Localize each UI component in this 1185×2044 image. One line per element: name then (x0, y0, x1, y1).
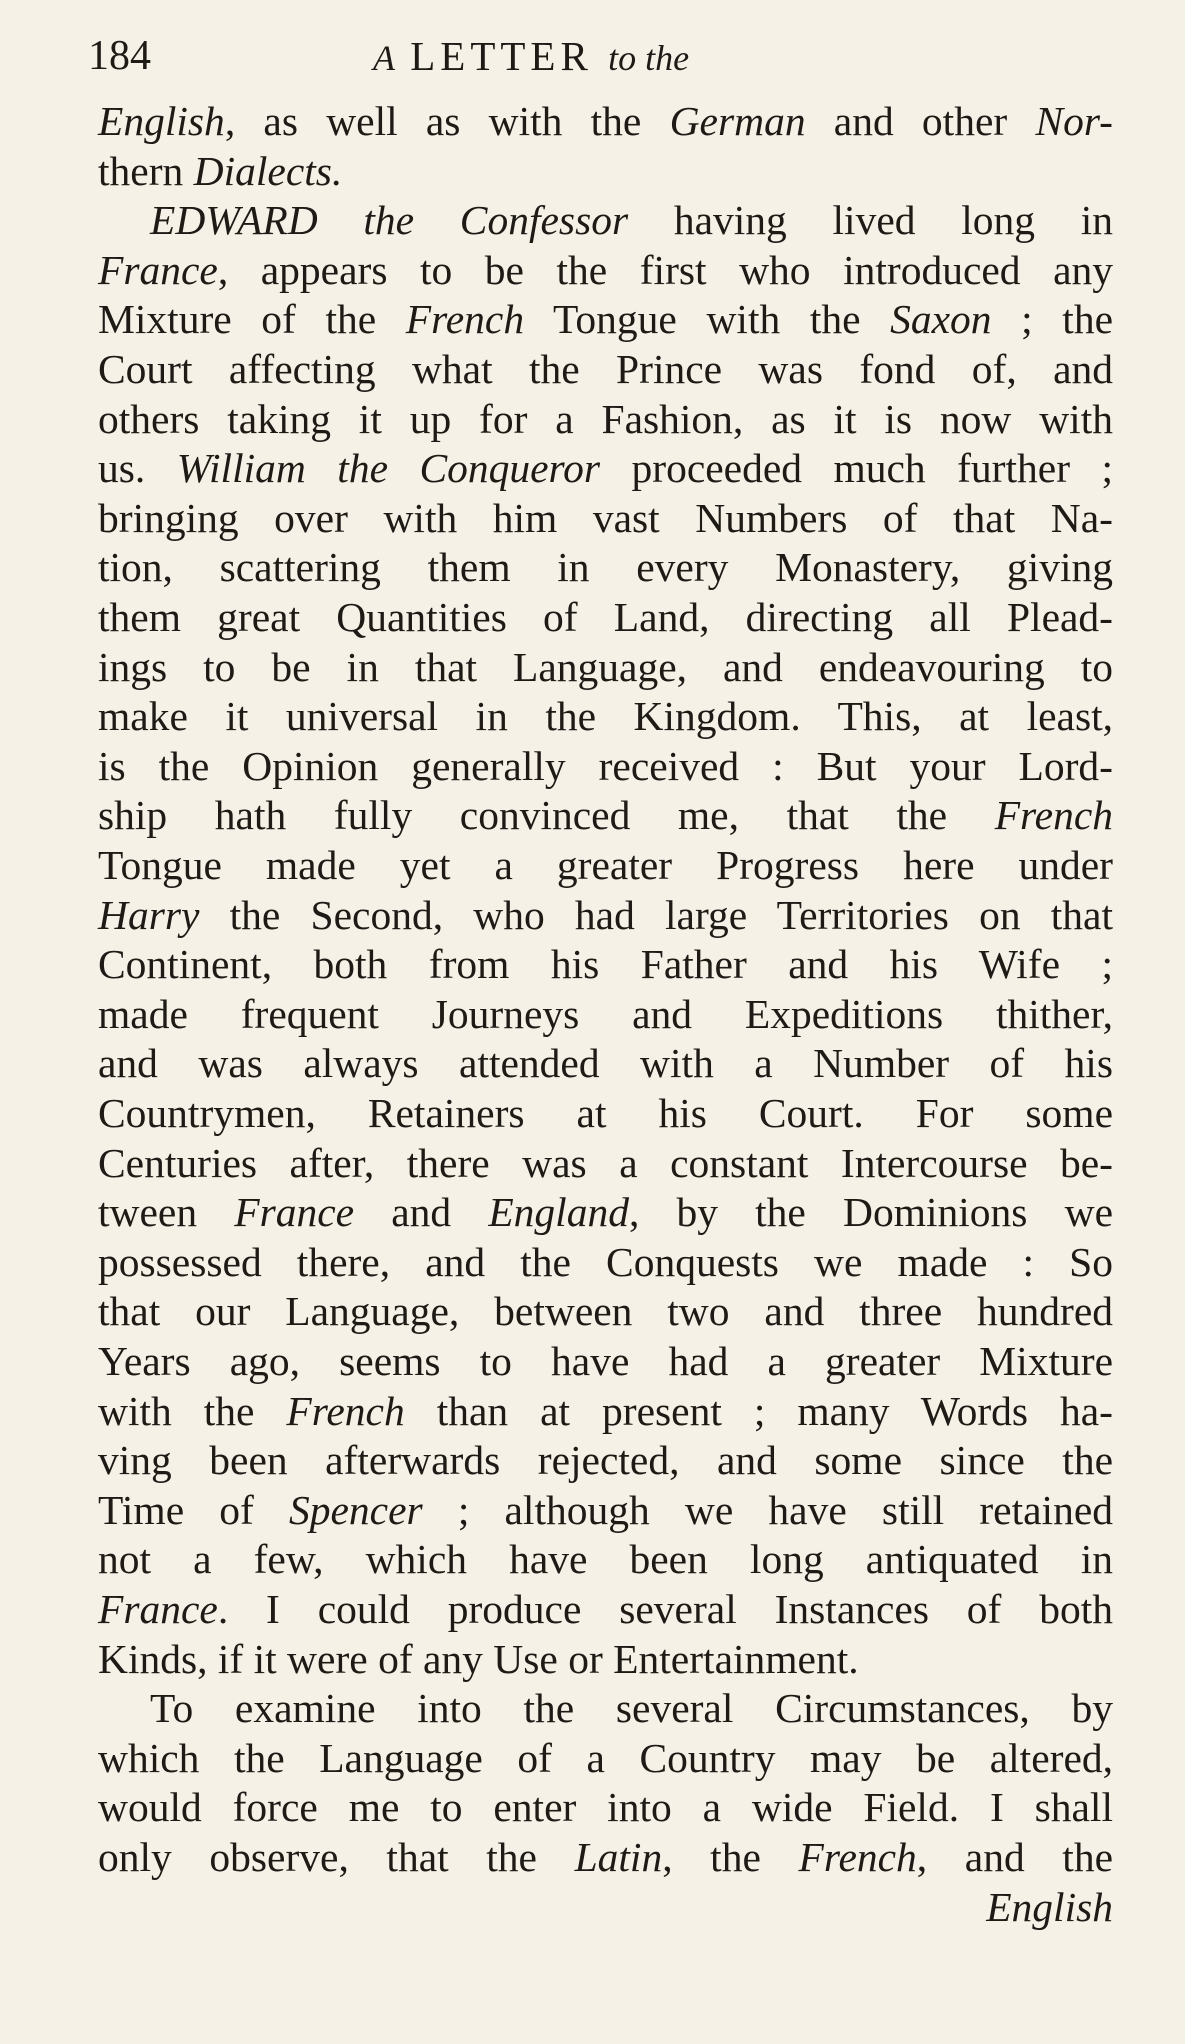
text-line (98, 1088, 1113, 1138)
text-line (98, 1634, 1113, 1684)
italic-word: French (798, 1834, 917, 1880)
text-run: , and the (916, 1834, 1113, 1880)
text-run: us. (98, 445, 177, 491)
text-line (98, 1138, 1113, 1188)
text-run: is the Opinion generally received : But your Lord- (98, 743, 1113, 789)
text-line (98, 1882, 1113, 1932)
text-line (98, 1237, 1113, 1287)
text-line (98, 493, 1113, 543)
text-run: Court affecting what the Prince was fond of, and (98, 346, 1113, 392)
text-line (98, 394, 1113, 444)
italic-word: France (98, 1586, 218, 1632)
text-line (98, 1584, 1113, 1634)
text-run: Years ago, seems to have had a greater Mixture (98, 1338, 1113, 1384)
italic-word: Harry (98, 892, 200, 938)
italic-word: France (234, 1189, 355, 1235)
italic-word: England (488, 1189, 629, 1235)
text-line (98, 989, 1113, 1039)
text-line (98, 592, 1113, 642)
text-run: not a few, which have been long antiquated in (98, 1536, 1113, 1582)
text-run: Tongue with the (524, 296, 891, 342)
text-line (98, 790, 1113, 840)
text-line (98, 741, 1113, 791)
text-line (98, 1336, 1113, 1386)
text-line (98, 1782, 1113, 1832)
text-run: ings to be in that Language, and endeavouring to (98, 644, 1113, 690)
text-run: and (354, 1189, 489, 1235)
text-run: would force me to enter into a wide Field. I shall (98, 1784, 1113, 1830)
text-run: only observe, that the (98, 1834, 575, 1880)
text-line (98, 1832, 1113, 1882)
text-line (98, 1435, 1113, 1485)
text-run: . I could produce several Instances of both (217, 1586, 1113, 1632)
text-run: having lived long in (628, 197, 1113, 243)
text-line (98, 96, 1113, 146)
text-run: thern (98, 148, 184, 194)
italic-word: EDWARD the Confessor (150, 197, 629, 243)
running-header (88, 32, 1118, 84)
text-run: , by the Dominions we (628, 1189, 1114, 1235)
text-run: ; the (991, 296, 1114, 342)
text-run: with the (98, 1388, 287, 1434)
text-run: made frequent Journeys and Expeditions thither, (98, 991, 1113, 1037)
italic-word: France (98, 247, 218, 293)
text-run: and was always attended with a Number of his (98, 1040, 1113, 1086)
text-line (98, 1733, 1113, 1783)
text-run: proceeded much further ; (600, 445, 1113, 491)
text-run: , as well as with the (224, 98, 670, 144)
text-line (98, 344, 1113, 394)
italic-word: French (405, 296, 525, 342)
text-run: tween (98, 1189, 235, 1235)
italic-word: French (994, 792, 1113, 838)
text-run: ving been afterwards rejected, and some since the (98, 1437, 1113, 1483)
text-line (98, 1038, 1113, 1088)
text-line (98, 890, 1113, 940)
title-rest: to the (608, 38, 690, 78)
text-line (98, 294, 1113, 344)
text-run: than at present ; many Words ha- (404, 1388, 1114, 1434)
text-line (98, 443, 1113, 493)
text-run: Kinds, if it were of any Use or Entertainment. (98, 1636, 859, 1682)
italic-word: English (98, 98, 225, 144)
text-line (150, 1683, 1113, 1733)
text-run: To examine into the several Circumstances, by (150, 1685, 1113, 1731)
running-title (373, 32, 689, 80)
text-run: Countrymen, Retainers at his Court. For some (98, 1090, 1113, 1136)
text-line (150, 195, 1113, 245)
text-run: which the Language of a Country may be altered, (98, 1735, 1113, 1781)
text-run: Centuries after, there was a constant Intercourse be- (98, 1140, 1113, 1186)
italic-word: Dialects. (183, 148, 343, 194)
text-line (98, 840, 1113, 890)
title-letter: LETTER (410, 33, 593, 79)
text-run: others taking it up for a Fashion, as it is now with (98, 396, 1113, 442)
text-line (98, 1485, 1113, 1535)
italic-word: German (669, 98, 806, 144)
text-line (98, 691, 1113, 741)
text-line (98, 1534, 1113, 1584)
text-run: that our Language, between two and three hundred (98, 1288, 1113, 1334)
text-run: make it universal in the Kingdom. This, at least, (98, 693, 1113, 739)
text-run: Tongue made yet a greater Progress here under (98, 842, 1113, 888)
text-run: possessed there, and the Conquests we made : So (98, 1239, 1113, 1285)
text-run: the Second, who had large Territories on that (199, 892, 1113, 938)
italic-word: William the Conqueror (176, 445, 601, 491)
text-run: ship hath fully convinced me, that the (98, 792, 995, 838)
text-line (98, 1187, 1113, 1237)
text-run: Mixture of the (98, 296, 406, 342)
text-line (98, 245, 1113, 295)
text-line (98, 642, 1113, 692)
text-run: , appears to be the first who introduced any (217, 247, 1113, 293)
text-run: Time of (98, 1487, 289, 1533)
text-line (98, 1386, 1113, 1436)
text-run: , the (662, 1834, 799, 1880)
text-line (98, 146, 1113, 196)
text-run: Continent, both from his Father and his Wife ; (98, 941, 1113, 987)
text-run: and other (805, 98, 1036, 144)
italic-word: French (286, 1388, 405, 1434)
italic-word: Latin (574, 1834, 663, 1880)
italic-word: English (986, 1884, 1113, 1930)
italic-word: Nor- (1035, 98, 1113, 144)
text-run: tion, scattering them in every Monastery, giving (98, 544, 1113, 590)
text-run: ; although we have still retained (422, 1487, 1113, 1533)
italic-word: Spencer (289, 1487, 423, 1533)
text-line (98, 939, 1113, 989)
text-line (98, 542, 1113, 592)
text-run: them great Quantities of Land, directing all Plead- (98, 594, 1113, 640)
italic-word: Saxon (890, 296, 992, 342)
page-number: 184 (88, 33, 151, 79)
text-run: bringing over with him vast Numbers of that Na- (98, 495, 1113, 541)
text-line (98, 1286, 1113, 1336)
title-a: A (373, 38, 395, 78)
